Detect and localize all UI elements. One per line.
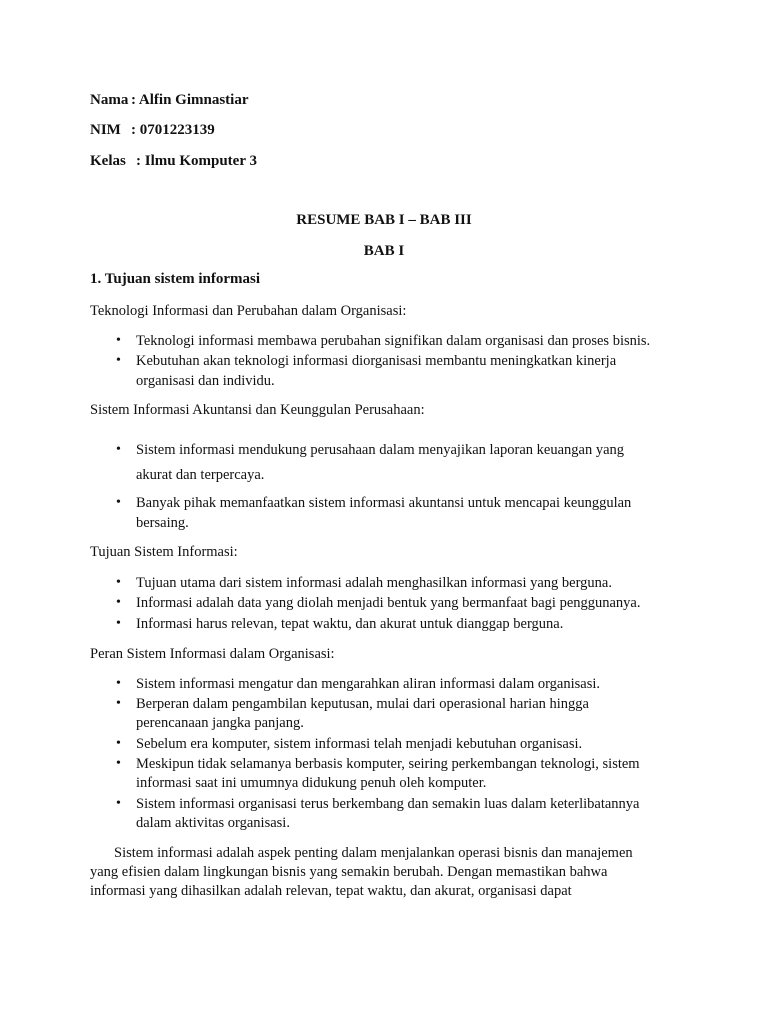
list-item-text-cont: dalam aktivitas organisasi. xyxy=(136,815,290,831)
resume-title: RESUME BAB I – BAB III xyxy=(296,212,472,228)
class-label: Kelas xyxy=(90,153,126,169)
bullet-glyph: • xyxy=(116,353,121,368)
list-item-text: Teknologi informasi membawa perubahan signifikan dalam organisasi dan proses bisnis. xyxy=(136,333,651,349)
list-item-text-cont: akurat dan terpercaya. xyxy=(136,467,265,483)
subheading-peran: Peran Sistem Informasi dalam Organisasi: xyxy=(90,646,335,662)
list-item-text-cont: perencanaan jangka panjang. xyxy=(136,715,304,731)
nim-value: : 0701223139 xyxy=(131,122,215,138)
bullet-glyph: • xyxy=(116,595,121,610)
list-item-text: Sistem informasi mendukung perusahaan dalam menyajikan laporan keuangan yang xyxy=(136,442,625,458)
bullet-glyph: • xyxy=(116,616,121,631)
section-heading: 1. Tujuan sistem informasi xyxy=(90,271,261,287)
list-item-text: Sebelum era komputer, sistem informasi telah menjadi kebutuhan organisasi. xyxy=(136,736,583,752)
list-item-text: Sistem informasi mengatur dan mengarahkan aliran informasi dalam organisasi. xyxy=(136,676,601,692)
list-item-text-cont: organisasi dan individu. xyxy=(136,373,275,389)
bullet-glyph: • xyxy=(116,796,121,811)
list-item-text: Banyak pihak memanfaatkan sistem informasi akuntansi untuk mencapai keunggulan xyxy=(136,495,632,511)
bullet-glyph: • xyxy=(116,575,121,590)
closing-paragraph-line-2: yang efisien dalam lingkungan bisnis yang semakin berubah. Dengan memastikan bahwa xyxy=(90,864,608,880)
bullet-glyph: • xyxy=(116,495,121,510)
name-label: Nama xyxy=(90,92,129,108)
name-row xyxy=(90,92,249,109)
list-item-text: Meskipun tidak selamanya berbasis komputer, seiring perkembangan teknologi, sistem xyxy=(136,756,640,772)
list-item-text: Berperan dalam pengambilan keputusan, mulai dari operasional harian hingga xyxy=(136,696,589,712)
subheading-tujuan: Tujuan Sistem Informasi: xyxy=(90,544,238,560)
list-item-text-cont: bersaing. xyxy=(136,515,189,531)
list-item-text-cont: informasi saat ini umumnya didukung penuh oleh komputer. xyxy=(136,775,487,791)
name-value: : Alfin Gimnastiar xyxy=(131,92,249,108)
bullet-glyph: • xyxy=(116,736,121,751)
bullet-glyph: • xyxy=(116,333,121,348)
nim-row xyxy=(90,122,215,139)
closing-paragraph-line-1: Sistem informasi adalah aspek penting dalam menjalankan operasi bisnis dan manajemen xyxy=(114,845,633,861)
chapter-title: BAB I xyxy=(363,243,405,259)
bullet-glyph: • xyxy=(116,676,121,691)
closing-paragraph-line-3: informasi yang dihasilkan adalah relevan, tepat waktu, dan akurat, organisasi dapat xyxy=(90,883,572,899)
list-item-text: Sistem informasi organisasi terus berkembang dan semakin luas dalam keterlibatannya xyxy=(136,796,640,812)
class-value: : Ilmu Komputer 3 xyxy=(136,153,257,169)
bullet-glyph: • xyxy=(116,696,121,711)
bullet-glyph: • xyxy=(116,442,121,457)
class-row xyxy=(90,153,257,170)
subheading-teknologi: Teknologi Informasi dan Perubahan dalam Organisasi: xyxy=(90,303,407,319)
list-item-text: Informasi harus relevan, tepat waktu, dan akurat untuk dianggap berguna. xyxy=(136,616,564,632)
list-item-text: Tujuan utama dari sistem informasi adalah menghasilkan informasi yang berguna. xyxy=(136,575,612,591)
nim-label: NIM xyxy=(90,122,121,138)
list-item-text: Informasi adalah data yang diolah menjadi bentuk yang bermanfaat bagi penggunanya. xyxy=(136,595,641,611)
subheading-akuntansi: Sistem Informasi Akuntansi dan Keunggulan Perusahaan: xyxy=(90,402,425,418)
list-item-text: Kebutuhan akan teknologi informasi diorganisasi membantu meningkatkan kinerja xyxy=(136,353,617,369)
bullet-glyph: • xyxy=(116,756,121,771)
